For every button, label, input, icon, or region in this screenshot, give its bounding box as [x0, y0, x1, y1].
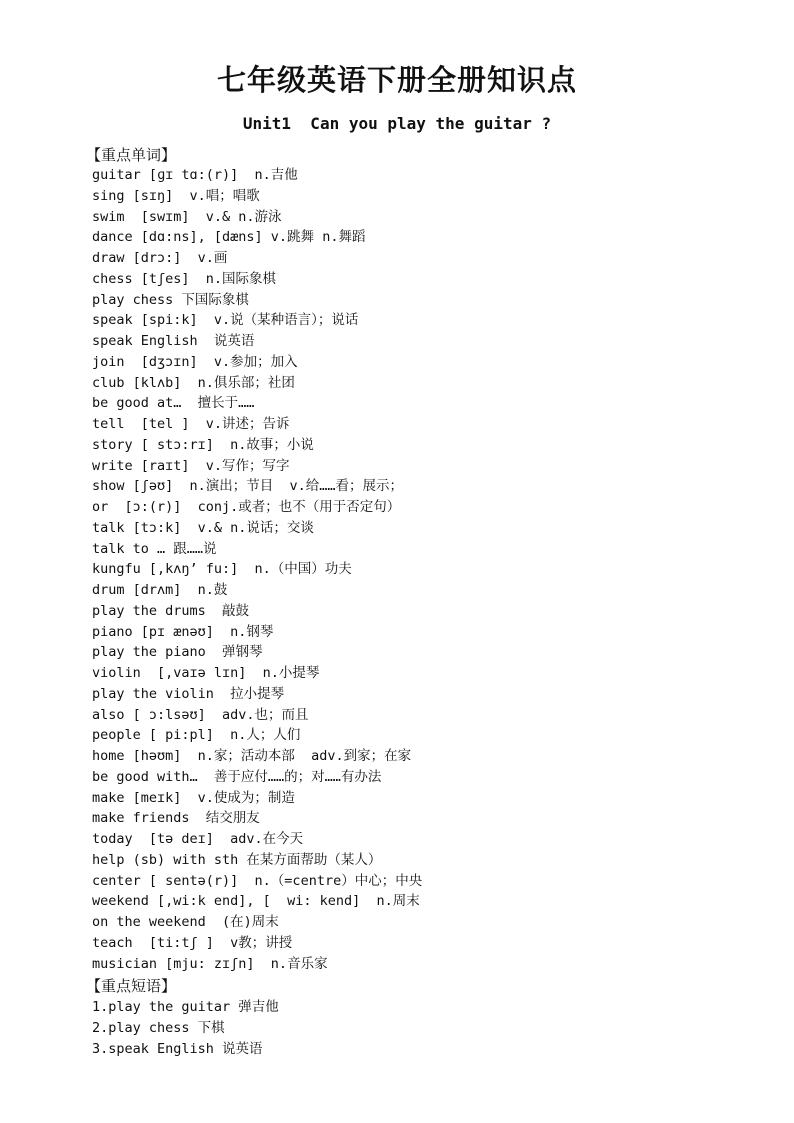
vocab-entry: story [ stɔ:rɪ] n.故事；小说: [92, 436, 314, 453]
vocab-entry: people [ pi:pl] n.人；人们: [92, 727, 301, 744]
vocab-entry: violin [,vaɪə lɪn] n.小提琴: [92, 665, 320, 681]
vocab-entry: make friends 结交朋友: [92, 810, 260, 827]
phrase-list: [92, 997, 279, 1059]
vocab-entry: speak English 说英语: [92, 333, 255, 349]
vocab-entry: musician [mju: zɪʃn] n.音乐家: [92, 955, 328, 972]
vocab-entry: be good at… 擅长于……: [92, 395, 255, 412]
vocab-entry: club [klʌb] n.俱乐部；社团: [92, 374, 295, 391]
vocab-entry: drum [drʌm] n.鼓: [92, 582, 228, 598]
vocab-entry: or [ɔ:(r)] conj.或者；也不（用于否定句）: [92, 499, 401, 515]
vocab-entry: guitar [ɡɪ tɑ:(r)] n.吉他: [92, 167, 298, 183]
vocab-entry: join [dʒɔɪn] v.参加；加入: [92, 353, 298, 370]
vocab-entry: be good with… 善于应付……的；对……有办法: [92, 768, 382, 785]
vocab-entry: help (sb) with sth 在某方面帮助（某人）: [92, 851, 382, 868]
vocab-entry: swim [swɪm] v.& n.游泳: [92, 208, 282, 225]
vocab-entry: home [həʊm] n.家；活动本部 adv.到家；在家: [92, 748, 412, 764]
vocab-entry: play the drums 敲鼓: [92, 602, 250, 619]
document-title: 七年级英语下册全册知识点: [216, 63, 577, 97]
vocab-entry: weekend [,wi:k end], [ wi: kend] n.周末: [92, 893, 420, 910]
vocab-entry: sing [sɪŋ] v.唱；唱歌: [92, 187, 260, 204]
vocab-entry: play chess 下国际象棋: [92, 291, 249, 308]
phrase-entry: 3.speak English 说英语: [92, 1040, 263, 1057]
vocab-entry: make [meɪk] v.使成为；制造: [92, 789, 295, 806]
vocab-entry: kungfu [,kʌŋ’ fu:] n.（中国）功夫: [92, 561, 352, 578]
phrase-entry: 1.play the guitar 弹吉他: [92, 999, 279, 1015]
phrases-heading: 【重点短语】: [86, 977, 177, 995]
vocab-entry: speak [spi:k] v.说（某种语言）；说话: [92, 312, 359, 329]
vocab-entry: chess [tʃes] n.国际象棋: [92, 270, 277, 287]
vocab-entry: play the piano 弹钢琴: [92, 644, 263, 661]
vocab-entry: piano [pɪ ænəʊ] n.钢琴: [92, 623, 274, 640]
vocab-entry: talk to … 跟……说: [92, 540, 217, 557]
vocab-entry: tell [tel ] v.讲述；告诉: [92, 416, 290, 432]
vocab-entry: play the violin 拉小提琴: [92, 685, 285, 702]
vocab-list: [92, 165, 422, 974]
vocab-entry: center [ sentə(r)] n.（=centre）中心；中央: [92, 872, 423, 889]
vocab-entry: draw [drɔ:] v.画: [92, 250, 228, 266]
vocab-entry: today [tə deɪ] adv.在今天: [92, 831, 304, 847]
unit-title: Unit1 Can you play the guitar ?: [242, 114, 552, 133]
vocab-entry: also [ ɔ:lsəʊ] adv.也；而且: [92, 706, 309, 723]
vocab-heading: 【重点单词】: [86, 146, 177, 164]
vocab-entry: talk [tɔ:k] v.& n.说话；交谈: [92, 519, 314, 536]
vocab-entry: on the weekend (在)周末: [92, 914, 279, 930]
vocab-entry: teach [ti:tʃ ] v教；讲授: [92, 934, 293, 951]
vocab-entry: dance [dɑ:ns], [dæns] v.跳舞 n.舞蹈: [92, 229, 366, 246]
phrase-entry: 2.play chess 下棋: [92, 1019, 225, 1036]
vocab-entry: show [ʃəʊ] n.演出；节目 v.给……看；展示；: [92, 478, 404, 495]
vocab-entry: write [raɪt] v.写作；写字: [92, 457, 290, 474]
